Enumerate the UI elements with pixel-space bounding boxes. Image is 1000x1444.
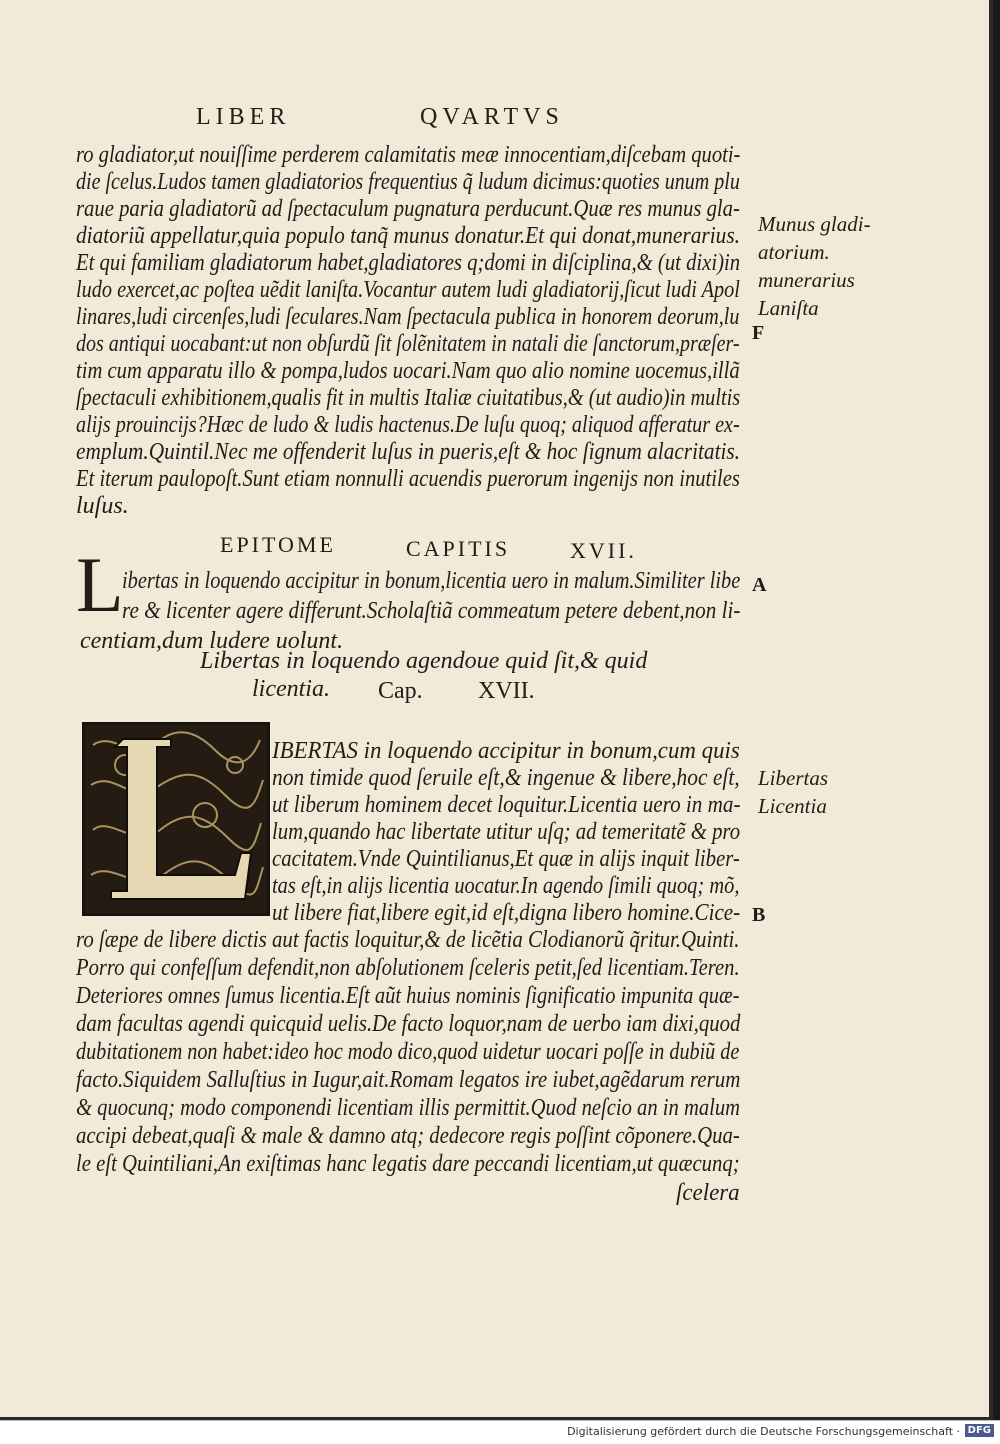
chapter-line-indented-1: IBERTAS in loquendo accipitur in bonum,cum quis [272,738,740,764]
body-line-2: die ſcelus.Ludos tamen gladiatorios frequentius q̃ ludum dicimus:quoties unum plu [76,169,740,195]
margin-note-licentia: Licentia [758,794,827,818]
running-header-right: QVARTVS [420,104,564,130]
chapter-line-7: & quocunq; modo componendi licentiam illis permittit.Quod neſcio an in malum [76,1095,741,1121]
running-header-left: LIBER [196,104,291,130]
chapter-title-number: XVII. [478,678,535,704]
section-marker-f: F [752,322,765,344]
chapter-line-8: accipi debeat,quaſi & male & damno atq; dedecore regis poſſint cõponere.Qua- [76,1123,740,1149]
body-line-8: dos antiqui uocabant:ut non obſurdũ ſit ſolẽnitatem in natali die ſanctorum,præſer- [76,331,740,357]
chapter-line-indented-3: ut liberum hominem decet loquitur.Licentia uero in ma- [272,792,741,818]
catchword: ſcelera [676,1180,740,1206]
body-line-7: linares,ludi circenſes,ludi ſeculares.Nam ſpectacula publica in honorem deorum,lu [76,304,740,330]
body-line-11: alijs prouincijs?Hæc de ludo & ludis hactenus.De luſu quoq; aliquod afferatur ex- [76,412,740,438]
epitome-initial-letter: L [76,541,124,628]
epitome-line-1: ibertas in loquendo accipitur in bonum,licentia uero in malum.Similiter libe [122,568,741,594]
footer-credit-text: Digitalisierung gefördert durch die Deutsche Forschungsgemeinschaft · [567,1425,960,1438]
epitome-heading-word2: CAPITIS [406,536,511,561]
body-line-4: diatoriũ appellatur,quia populo tanq̃ munus donatur.Et qui donat,munerarius. [76,223,740,249]
chapter-line-indented-7: ut libere fiat,libere egit,id eſt,digna libero homine.Cice- [272,900,741,926]
chapter-title-line-1: Libertas in loquendo agendoue quid ſit,& quid [200,648,648,674]
body-line-1: ro gladiator,ut nouiſſime perderem calamitatis meæ innocentiam,diſcebam quoti- [76,142,741,168]
margin-note-lanista: Laniſta [758,296,819,320]
section-marker-a: A [752,574,767,596]
margin-note-munus: Munus gladi- [758,212,871,236]
chapter-line-indented-6: tas eſt,in alijs licentia uocatur.In agendo ſimili quoq; mõ, [272,873,740,899]
body-line-5: Et qui familiam gladiatorum habet,gladiatores q;domi in diſciplina,& (ut dixi)in [76,250,741,276]
chapter-title-licentia: licentia. [252,676,330,702]
body-line-9: tim cum apparatu illo & pompa,ludos uocari.Nam quo alio nomine uocemus,illã [76,358,740,384]
chapter-line-4: dam facultas agendi quicquid uelis.De facto loquor,nam de uerbo iam dixi,quod [76,1011,741,1037]
chapter-line-1: ro ſæpe de libere dictis aut factis loquitur,& de licẽtia Clodianorũ q̃ritur.Quinti. [76,927,740,953]
chapter-line-9: le eſt Quintiliani,An exiſtimas hanc legatis dare peccandi licentiam,ut quæcunq; [76,1151,740,1177]
body-line-6: ludo exercet,ac poſtea uẽdit laniſta.Vocantur autem ludi gladiatorij,ſicut ludi Apol [76,277,740,303]
body-line-12: emplum.Quintil.Nec me offenderit luſus in pueris,eſt & hoc ſignum alacritatis. [76,439,741,465]
chapter-line-indented-5: cacitatem.Vnde Quintilianus,Et quæ in alijs inquit liber- [272,846,740,872]
chapter-line-6: facto.Siquidem Salluſtius in Iugur,ait.Romam legatos ire iubet,agẽdarum rerum [76,1067,741,1093]
margin-note-munerarius: munerarius [758,268,855,292]
chapter-line-5: dubitationem non habet:ideo hoc modo dico,quod uidetur uocari poſſe in dubiũ de [76,1039,740,1065]
body-line-3: raue paria gladiatorũ ad ſpectaculum pugnatura perducunt.Quæ res munus gla- [76,196,740,222]
epitome-heading-number: XVII. [570,538,637,563]
digitization-footer [0,1420,1000,1444]
chapter-line-3: Deteriores omnes ſumus licentia.Eſt aũt huius nominis ſignificatio impunita quæ- [76,983,740,1009]
epitome-line-3: centiam,dum ludere uolunt. [80,628,344,654]
chapter-title-cap: Cap. [378,678,423,704]
margin-note-gladiatorium: atorium. [758,240,830,264]
body-line-14: luſus. [76,493,129,519]
dfg-logo: DFG [965,1424,994,1437]
epitome-heading-word1: EPITOME [220,532,336,557]
chapter-line-2: Porro qui confeſſum defendit,non abſolutionem ſceleris petit,ſed licentiam.Teren. [76,955,740,981]
section-marker-b: B [752,904,766,926]
decorated-initial-woodcut [82,722,270,916]
body-line-10: ſpectaculi exhibitionem,qualis fit in multis Italiæ ciuitatibus,& (ut audio)in multis [76,385,741,411]
body-line-13: Et iterum paulopoſt.Sunt etiam nonnulli acuendis puerorum ingenijs non inutiles [76,466,740,492]
decorated-initial-l-icon [85,725,267,913]
chapter-line-indented-2: non timide quod ſeruile eſt,& ingenue & libere,hoc eſt, [272,765,740,791]
margin-note-libertas: Libertas [758,766,829,790]
chapter-line-indented-4: lum,quando hac libertate utitur uſq; ad temeritatẽ & pro [272,819,741,845]
epitome-line-2: re & licenter agere differunt.Scholaſtiã commeatum petere debent,non li- [122,598,741,624]
